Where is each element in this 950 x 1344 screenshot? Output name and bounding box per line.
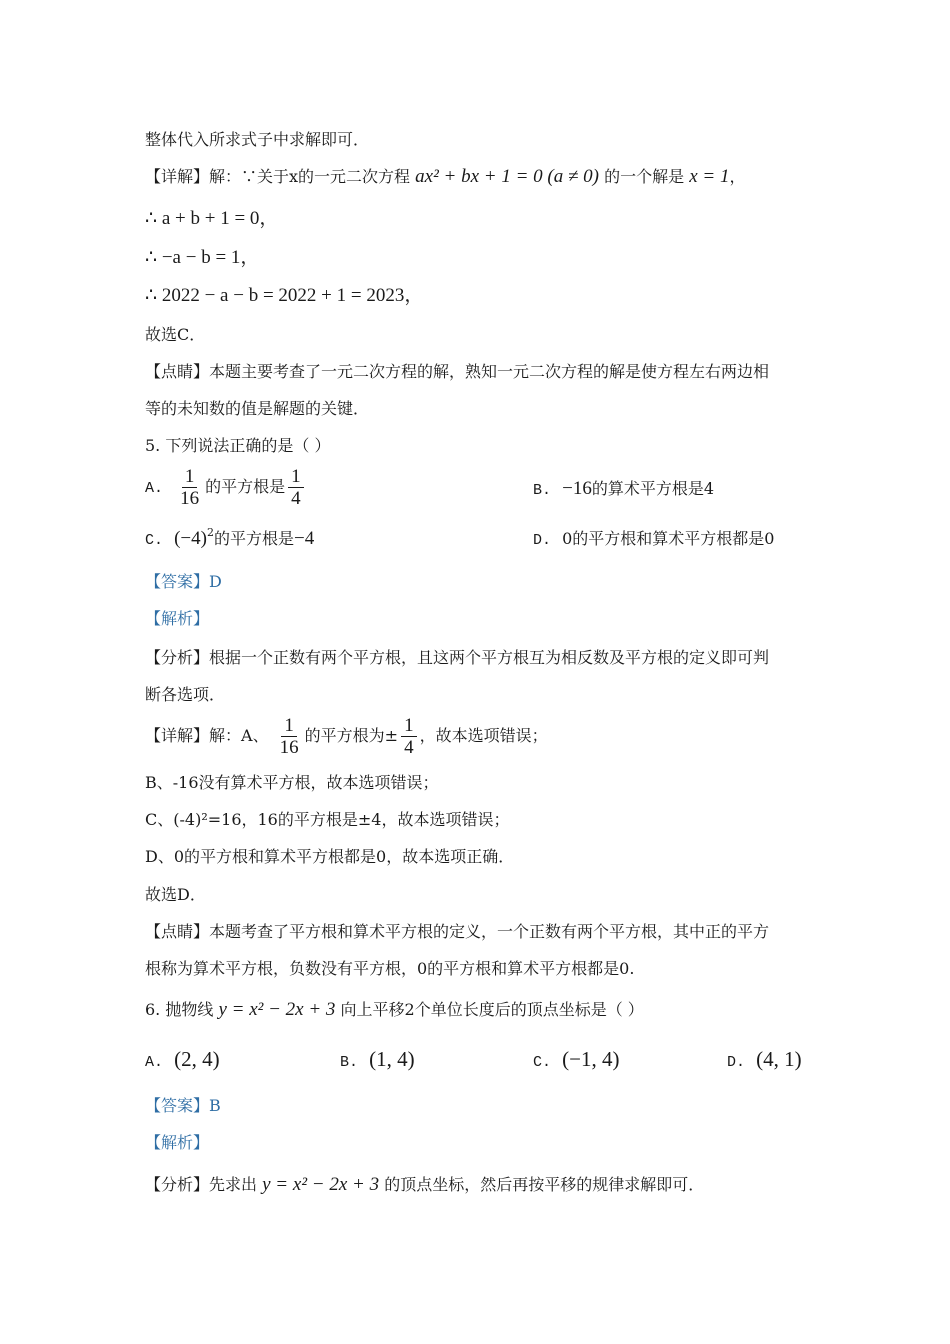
- q5-answer: [145, 571, 222, 593]
- q5-fenxi-label: 【分析】: [145, 648, 210, 667]
- q5-option-c-label: C.: [145, 532, 164, 549]
- q4-detail-label: 【详解】: [145, 167, 210, 186]
- q4-detail-mid: 的一个解是: [604, 167, 685, 186]
- q5-detail-b: B、-16没有算术平方根，故本选项错误；: [145, 773, 439, 792]
- q4-equation: ax² + bx + 1 = 0 (a ≠ 0): [415, 166, 599, 187]
- q6-answer-value: B: [209, 1096, 221, 1115]
- q6-answer-label: 【答案】: [145, 1096, 210, 1115]
- q4-comment-text1: 本题主要考查了一元二次方程的解，熟知一元二次方程的解是使方程左右两边相: [209, 362, 770, 381]
- q5-b-math: −16: [562, 478, 592, 499]
- q4-detail-suffix: ，: [729, 167, 746, 186]
- q6-fenxi-label: 【分析】: [145, 1175, 210, 1194]
- q4-comment-line1: [145, 361, 769, 383]
- q5-stem: 5. 下列说法正确的是（ ）: [145, 436, 331, 455]
- q4-solution: x = 1: [689, 166, 730, 187]
- q6-fenxi: [145, 1174, 704, 1196]
- q5-comment-line1: [145, 921, 769, 943]
- q6-analysis-label: 【解析】: [145, 1133, 210, 1152]
- q5-a-frac1: $\frac{1}{16}$: [180, 466, 200, 509]
- q6-option-b-label: B.: [340, 1054, 359, 1071]
- q6-option-a: [145, 1048, 220, 1074]
- q6-fenxi-equation: y = x² − 2x + 3: [262, 1174, 380, 1195]
- q4-summary: 整体代入所求式子中求解即可．: [145, 130, 370, 149]
- q5-option-b-label: B.: [533, 482, 552, 499]
- q5-comment-label: 【点睛】: [145, 922, 210, 941]
- q5-detail-a-prefix: 解：A、: [209, 726, 269, 745]
- q6-option-d: [727, 1048, 802, 1074]
- q5-answer-label: 【答案】: [145, 572, 210, 591]
- q4-comment-line2: 等的未知数的值是解题的关键．: [145, 399, 370, 418]
- q6-option-a-value: (2, 4): [174, 1047, 220, 1071]
- q6-option-b-value: (1, 4): [369, 1047, 415, 1071]
- q4-comment-label: 【点睛】: [145, 362, 210, 381]
- q6-stem: [145, 999, 644, 1021]
- q4-step-1: ∴ a + b + 1 = 0，: [145, 208, 279, 229]
- q5-fenxi-line1: [145, 647, 769, 669]
- q5-answer-value: D: [209, 572, 222, 591]
- q4-step-2: ∴ −a − b = 1，: [145, 247, 260, 268]
- q6-stem-suffix: 向上平移2个单位长度后的顶点坐标是（ ）: [340, 1000, 644, 1019]
- q5-comment-text1: 本题考查了平方根和算术平方根的定义，一个正数有两个平方根，其中正的平方: [209, 922, 770, 941]
- q4-detail: [145, 166, 745, 188]
- q5-detail-c: C、(-4)²=16，16的平方根是±4，故本选项错误；: [145, 810, 510, 829]
- q6-option-d-value: (4, 1): [756, 1047, 802, 1071]
- q6-fenxi-prefix: 先求出: [209, 1175, 258, 1194]
- q5-c-math2: −4: [294, 528, 315, 549]
- q6-option-c-label: C.: [533, 1054, 552, 1071]
- q4-step-3: ∴ 2022 − a − b = 2022 + 1 = 2023，: [145, 285, 424, 306]
- q5-a-text: 的平方根是: [205, 477, 286, 496]
- q6-equation: y = x² − 2x + 3: [218, 999, 336, 1020]
- q6-option-d-label: D.: [727, 1054, 746, 1071]
- q5-detail-a-suffix: ，故本选项错误；: [419, 726, 548, 745]
- q5-option-a-label: A.: [145, 480, 164, 497]
- q5-b-text: 的算术平方根是4: [591, 479, 715, 498]
- q5-fenxi-line2: 断各选项．: [145, 685, 226, 704]
- q5-c-text: 的平方根是: [213, 529, 294, 548]
- q5-detail-d: D、0的平方根和算术平方根都是0，故本选项正确．: [145, 847, 515, 866]
- q6-fenxi-suffix: 的顶点坐标，然后再按平移的规律求解即可．: [384, 1175, 705, 1194]
- q5-c-math: (−4): [174, 528, 207, 549]
- q5-detail-a-frac2: $\frac{1}{4}$: [401, 715, 417, 758]
- q5-detail-a-mid: 的平方根为±: [304, 726, 399, 745]
- q5-fenxi-text1: 根据一个正数有两个平方根，且这两个平方根互为相反数及平方根的定义即可判: [209, 648, 770, 667]
- q5-option-a: [145, 466, 307, 509]
- q4-detail-prefix: 解：∵关于x的一元二次方程: [209, 167, 411, 186]
- q6-stem-prefix: 6. 抛物线: [145, 1000, 214, 1019]
- q6-option-c-value: (−1, 4): [562, 1047, 620, 1071]
- q5-comment-line2: 根称为算术平方根，负数没有平方根，0的平方根和算术平方根都是0.: [145, 959, 635, 978]
- q5-detail-label: 【详解】: [145, 726, 210, 745]
- q5-a-frac2: $\frac{1}{4}$: [288, 466, 304, 509]
- q6-option-c: [533, 1048, 619, 1074]
- q6-option-b: [340, 1048, 415, 1074]
- q5-c-exp: 2: [206, 526, 214, 539]
- q5-analysis-label: 【解析】: [145, 609, 210, 628]
- q5-option-d-label: D.: [533, 532, 552, 549]
- q5-option-c: [145, 528, 314, 552]
- q5-option-b: [533, 478, 714, 502]
- q6-option-a-label: A.: [145, 1054, 164, 1071]
- q5-detail-a: [145, 715, 548, 758]
- q4-choice: 故选C．: [145, 325, 206, 344]
- q6-answer: [145, 1095, 221, 1117]
- q5-option-d: [533, 528, 774, 552]
- q5-choice: 故选D．: [145, 885, 206, 904]
- q5-d-text: 0的平方根和算术平方根都是0: [562, 529, 775, 548]
- q5-detail-a-frac1: $\frac{1}{16}$: [279, 715, 299, 758]
